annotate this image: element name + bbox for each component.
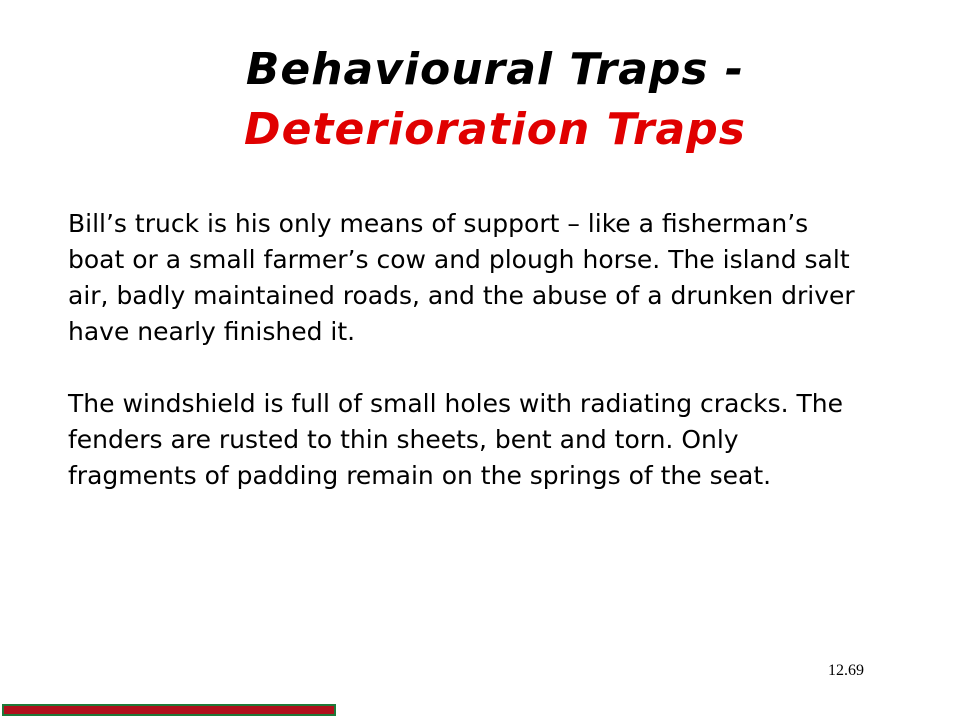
body-paragraph: The windshield is full of small holes with radiating cracks. The fenders are rusted to thin sheets, bent and torn. Only fragments of padding remain on the springs of the seat. bbox=[68, 389, 844, 490]
footer-decorative-bar bbox=[2, 704, 336, 716]
slide-number: 12.69 bbox=[828, 662, 864, 679]
title-line-1: Behavioural Traps - bbox=[245, 44, 745, 95]
slide-title bbox=[0, 40, 960, 160]
body-paragraph: Bill’s truck is his only means of support – like a fisherman’s boat or a small farmer’s cow and plough horse. The island salt air, badly maintained roads, and the abuse of a drunken driver have nearly finished it. bbox=[68, 209, 855, 346]
slide-body bbox=[68, 206, 868, 494]
title-line-2: Deterioration Traps bbox=[244, 104, 746, 155]
